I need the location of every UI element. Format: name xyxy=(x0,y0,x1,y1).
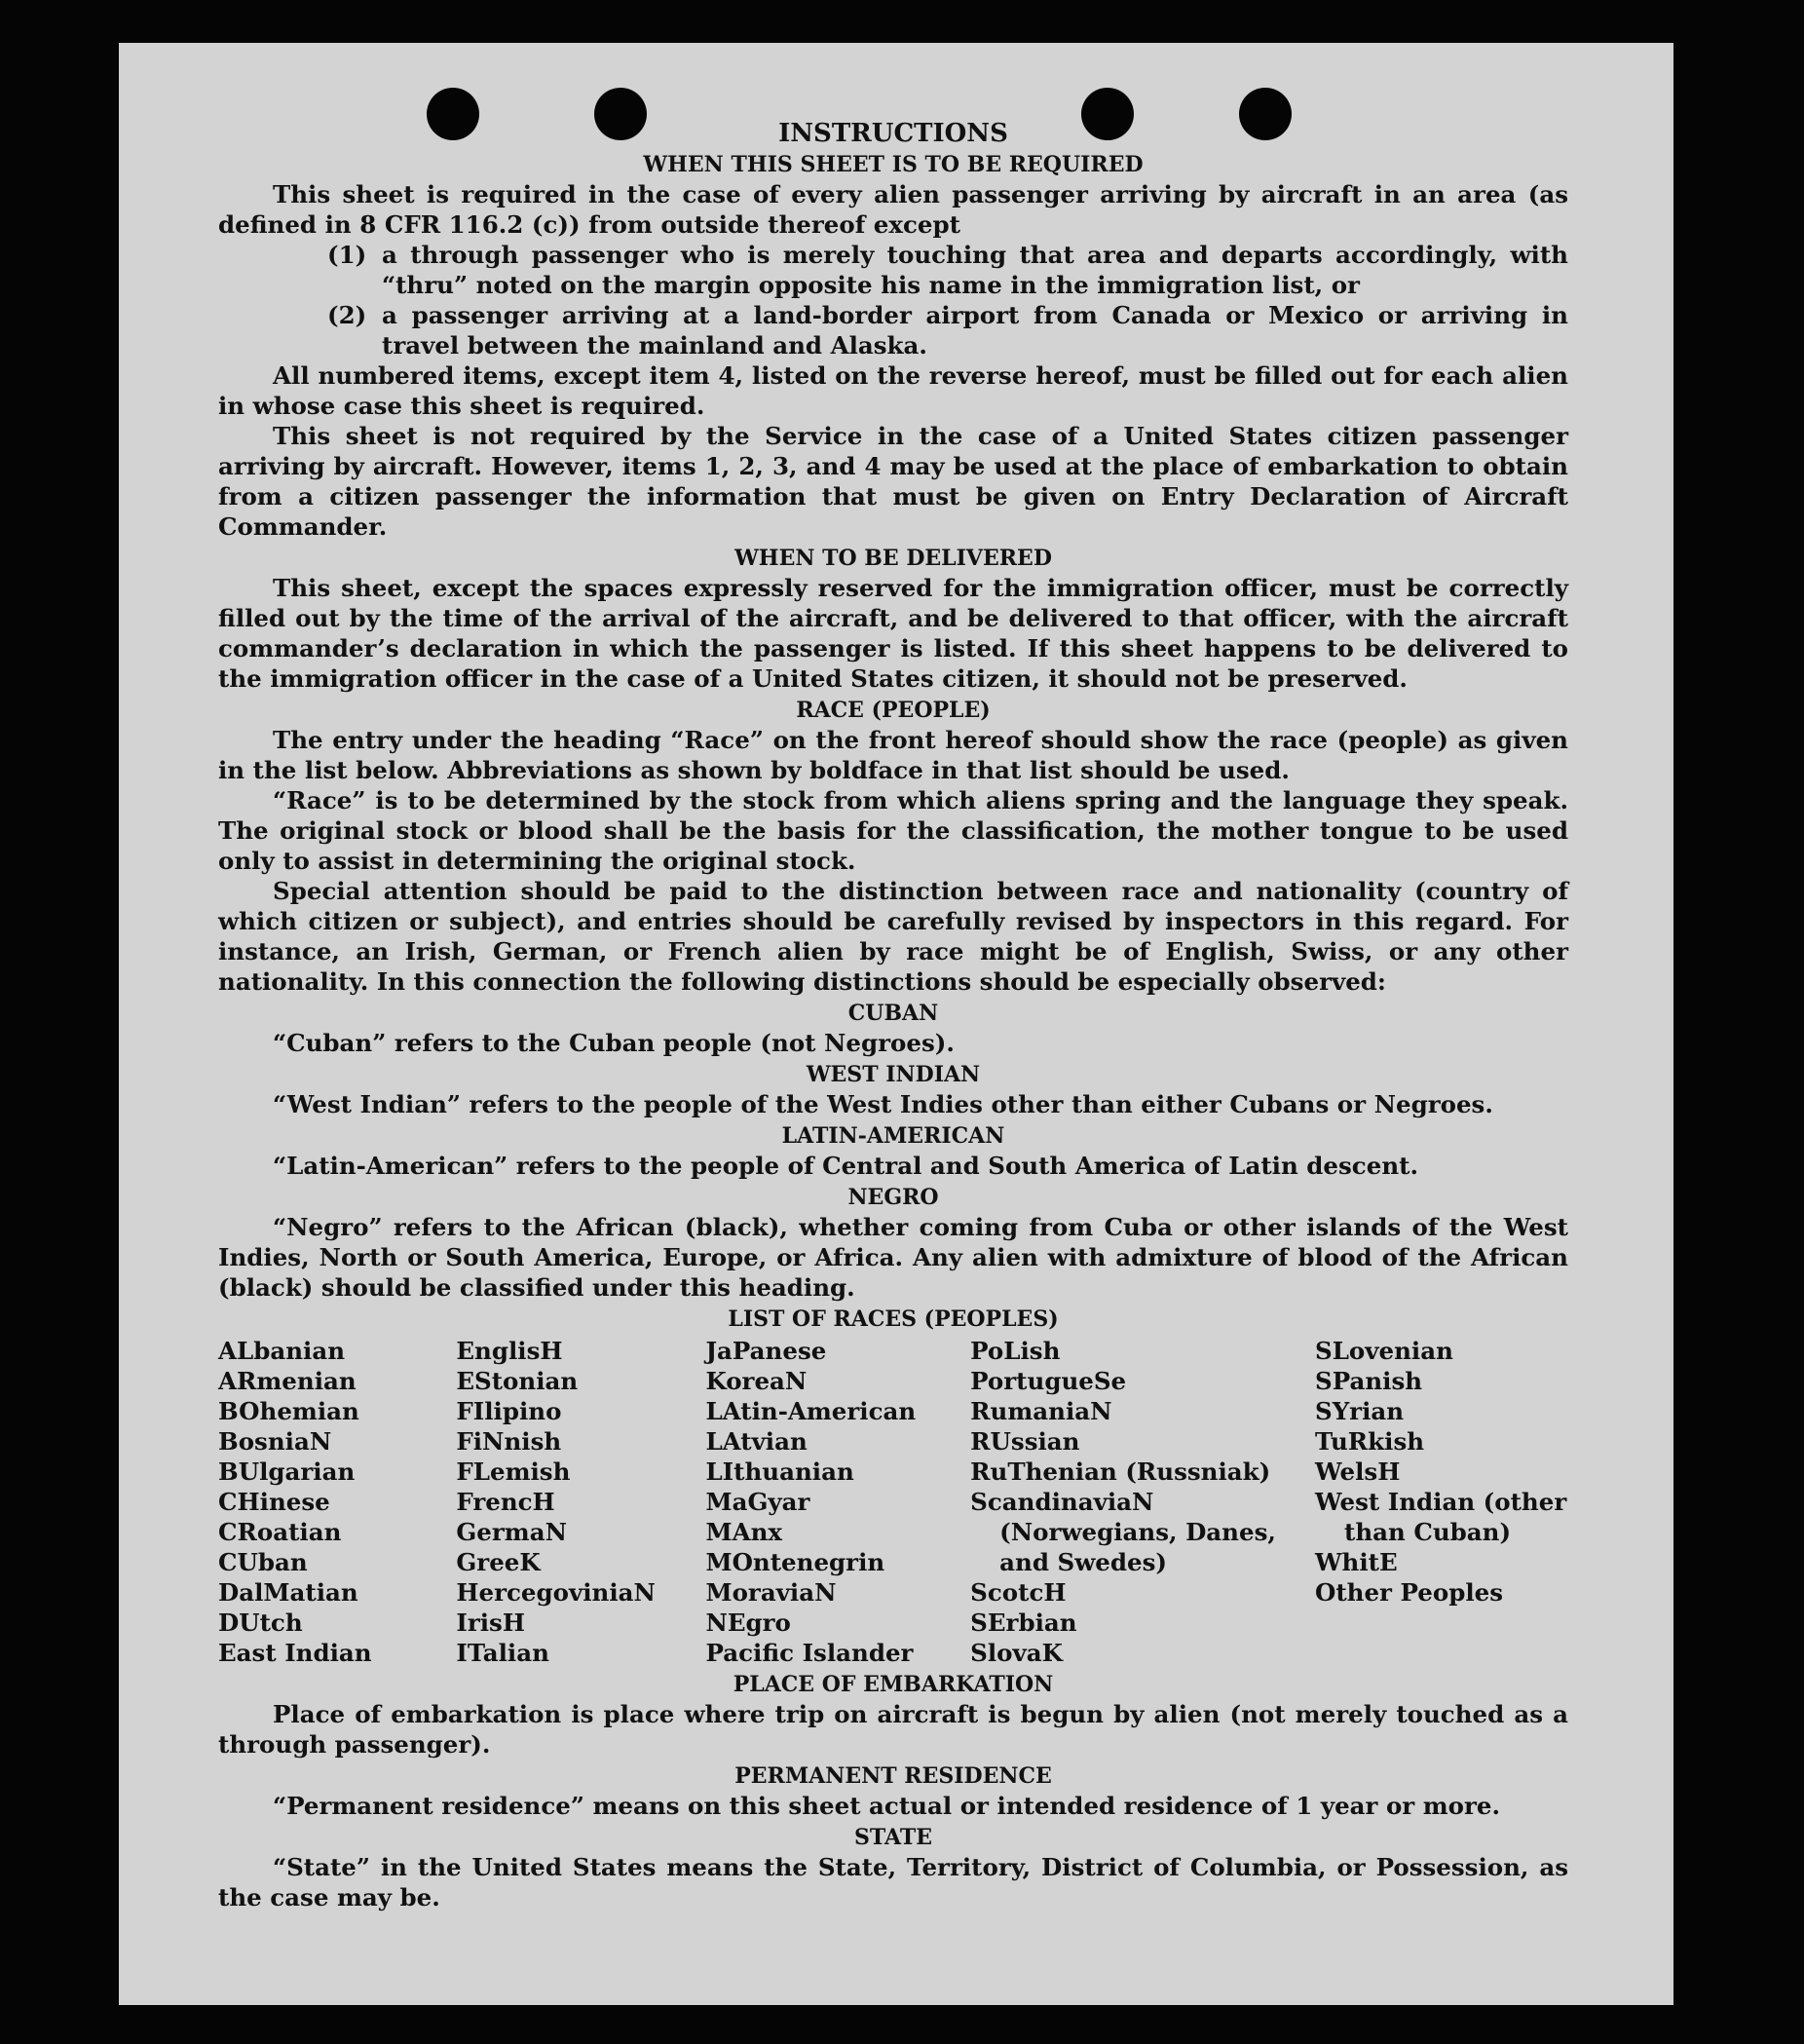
race-entry: ARmenian xyxy=(218,1367,357,1395)
page-title: INSTRUCTIONS xyxy=(778,119,1008,148)
list-item xyxy=(218,300,1568,360)
races-column xyxy=(218,1336,456,1668)
race-entry: JaPanese xyxy=(705,1337,827,1365)
paragraph: “West Indian” refers to the people of the West Indies other than either Cubans or Negroes. xyxy=(273,1090,1493,1118)
paragraph: “Cuban” refers to the Cuban people (not Negroes). xyxy=(273,1029,955,1057)
punch-hole xyxy=(1239,88,1292,140)
race-entry: RuThenian (Russniak) xyxy=(970,1457,1271,1486)
paragraph: This sheet, except the spaces expressly reserved for the immigration officer, must be correctly filled out by the time of the arrival of the aircraft, and be delivered to that officer, with the aircraft commander’s declaration in which the passenger is listed. If this sheet happens to be delivered to the immigration officer in the case of a United States citizen, it should not be preserved. xyxy=(218,574,1568,693)
race-entry: ScandinaviaN (Norwegians, Danes, and Swedes) xyxy=(970,1488,1276,1576)
punch-hole xyxy=(594,88,647,140)
race-entry: FLemish xyxy=(456,1457,571,1486)
race-entry: Other Peoples xyxy=(1315,1578,1504,1607)
paragraph: The entry under the heading “Race” on the front hereof should show the race (people) as given in the list below. Abbreviations as shown by boldface in that list should be used. xyxy=(218,726,1568,784)
race-entry: CHinese xyxy=(218,1488,330,1516)
item-number: (1) xyxy=(327,241,367,269)
paragraph: Place of embarkation is place where trip on aircraft is begun by alien (not merely touched as a through passenger). xyxy=(218,1700,1568,1759)
race-entry: NEgro xyxy=(705,1609,791,1637)
races-column xyxy=(705,1336,970,1668)
section-heading: LIST OF RACES (PEOPLES) xyxy=(728,1306,1059,1332)
punch-hole xyxy=(1081,88,1134,140)
list-item xyxy=(218,240,1568,300)
section-heading: RACE (PEOPLE) xyxy=(796,698,991,723)
race-entry: FrencH xyxy=(456,1488,555,1516)
race-entry: RumaniaN xyxy=(970,1397,1112,1425)
paragraph: “Race” is to be determined by the stock from which aliens spring and the language they speak. The original stock or blood shall be the basis for the classification, the mother tongue to be used only to assist in determining the original stock. xyxy=(218,786,1568,875)
race-entry: PoLish xyxy=(970,1337,1061,1365)
race-entry: CUban xyxy=(218,1548,308,1576)
race-entry: DalMatian xyxy=(218,1578,358,1607)
section-heading: WHEN TO BE DELIVERED xyxy=(734,546,1052,571)
race-entry: FIlipino xyxy=(456,1397,562,1425)
race-entry: SlovaK xyxy=(970,1639,1063,1667)
race-entry: ScotcH xyxy=(970,1578,1067,1607)
race-entry: East Indian xyxy=(218,1639,372,1667)
document-page xyxy=(119,43,1673,2005)
races-column xyxy=(1315,1336,1568,1668)
punch-hole xyxy=(427,88,479,140)
race-entry: BosniaN xyxy=(218,1427,332,1456)
race-entry: WelsH xyxy=(1315,1457,1401,1486)
race-entry: LAtin-American xyxy=(705,1397,917,1425)
race-entry: MaGyar xyxy=(705,1488,810,1516)
section-heading: WEST INDIAN xyxy=(806,1062,981,1087)
race-entry: PortugueSe xyxy=(970,1367,1127,1395)
race-entry: LIthuanian xyxy=(705,1457,854,1486)
race-entry: MAnx xyxy=(705,1518,783,1546)
paragraph: This sheet is required in the case of every alien passenger arriving by aircraft in an area (as defined in 8 CFR 116.2 (c)) from outside thereof except xyxy=(218,180,1568,239)
race-entry: FiNnish xyxy=(456,1427,562,1456)
paragraph: “Latin-American” refers to the people of Central and South America of Latin descent. xyxy=(273,1152,1418,1180)
paragraph: “Negro” refers to the African (black), whether coming from Cuba or other islands of the West Indies, North or South America, Europe, or Africa. Any alien with admixture of blood of the African (black) should be classified under this heading. xyxy=(218,1213,1568,1302)
race-entry: DUtch xyxy=(218,1609,303,1637)
race-entry: BOhemian xyxy=(218,1397,359,1425)
race-entry: BUlgarian xyxy=(218,1457,356,1486)
race-entry: SPanish xyxy=(1315,1367,1423,1395)
race-entry: CRoatian xyxy=(218,1518,342,1546)
item-text: a passenger arriving at a land-border airport from Canada or Mexico or arriving in travel between the mainland and Alaska. xyxy=(382,301,1568,360)
race-entry: SLovenian xyxy=(1315,1337,1453,1365)
section-heading: WHEN THIS SHEET IS TO BE REQUIRED xyxy=(643,152,1144,177)
races-table xyxy=(218,1336,1568,1668)
race-entry: SYrian xyxy=(1315,1397,1405,1425)
race-entry: MOntenegrin xyxy=(705,1548,885,1576)
race-entry: West Indian (other than Cuban) xyxy=(1315,1488,1567,1546)
race-entry: IrisH xyxy=(456,1609,525,1637)
race-entry: TuRkish xyxy=(1315,1427,1425,1456)
race-entry: EStonian xyxy=(456,1367,579,1395)
item-text: a through passenger who is merely touching that area and departs accordingly, with “thru” noted on the margin opposite his name in the immigration list, or xyxy=(382,241,1568,299)
race-entry: KoreaN xyxy=(705,1367,808,1395)
race-entry: LAtvian xyxy=(705,1427,808,1456)
section-heading: STATE xyxy=(853,1825,933,1850)
race-entry: MoraviaN xyxy=(705,1578,837,1607)
race-entry: HercegoviniaN xyxy=(456,1578,656,1607)
races-column xyxy=(456,1336,705,1668)
item-number: (2) xyxy=(327,301,367,329)
race-entry: WhitE xyxy=(1315,1548,1398,1576)
section-heading: LATIN-AMERICAN xyxy=(781,1123,1005,1149)
section-heading: CUBAN xyxy=(847,1001,939,1026)
paragraph: All numbered items, except item 4, listed on the reverse hereof, must be filled out for each alien in whose case this sheet is required. xyxy=(218,361,1568,420)
race-entry: GreeK xyxy=(456,1548,541,1576)
paragraph: This sheet is not required by the Service in the case of a United States citizen passenger arriving by aircraft. However, items 1, 2, 3, and 4 may be used at the place of embarkation to obtain from a citizen passenger the information that must be given on Entry Declaration of Aircraft Commander. xyxy=(218,422,1568,541)
race-entry: Pacific Islander xyxy=(705,1639,914,1667)
paragraph: “Permanent residence” means on this sheet actual or intended residence of 1 year or more. xyxy=(273,1792,1501,1820)
race-entry: RUssian xyxy=(970,1427,1080,1456)
race-entry: SErbian xyxy=(970,1609,1077,1637)
races-column xyxy=(970,1336,1315,1668)
race-entry: EnglisH xyxy=(456,1337,563,1365)
paragraph: “State” in the United States means the State, Territory, District of Columbia, or Possession, as the case may be. xyxy=(218,1853,1568,1912)
paragraph: Special attention should be paid to the distinction between race and nationality (country of which citizen or subject), and entries should be carefully revised by inspectors in this regard. For instance, an Irish, German, or French alien by race might be of English, Swiss, or any other nationality. In this connection the following distinctions should be especially observed: xyxy=(218,877,1568,996)
section-heading: PLACE OF EMBARKATION xyxy=(733,1672,1054,1697)
race-entry: GermaN xyxy=(456,1518,567,1546)
race-entry: ITalian xyxy=(456,1639,549,1667)
race-entry: ALbanian xyxy=(218,1337,346,1365)
section-heading: PERMANENT RESIDENCE xyxy=(734,1763,1052,1789)
section-heading: NEGRO xyxy=(847,1185,939,1210)
